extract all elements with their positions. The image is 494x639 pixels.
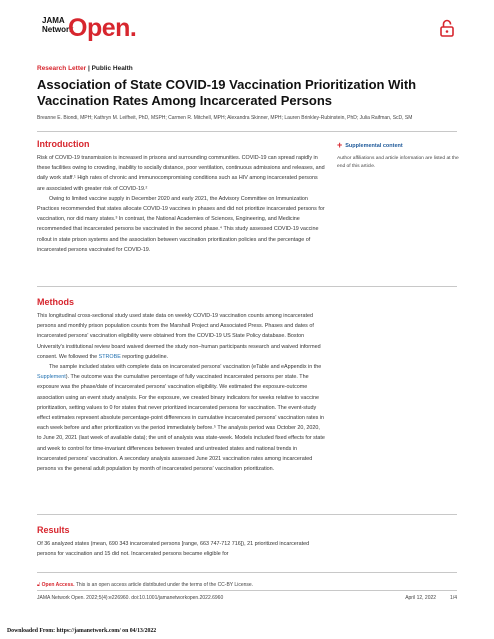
introduction-heading: Introduction [37,139,90,149]
article-type: Research Letter [37,65,87,72]
results-body [37,539,325,559]
methods-heading: Methods [37,297,74,307]
logo-open-text: Open. [68,14,137,42]
open-access-note [37,582,253,588]
kicker-separator: | [86,65,92,72]
section-divider [37,514,457,515]
open-access-text: This is an open access article distributed under the terms of the CC-BY License. [74,582,254,588]
open-lock-icon [440,19,454,37]
download-note: Downloaded From: https://jamanetwork.com/ on 04/13/2022 [7,628,157,634]
article-title: Association of State COVID-19 Vaccination Prioritization With Vaccination Rates Among Incarcerated Persons [37,77,417,108]
methods-p1-end: reporting guideline. [120,353,169,360]
strobe-link[interactable]: STROBE [98,353,121,360]
results-heading: Results [37,525,70,535]
logo-network-text: Network [42,24,74,34]
page-number: 1/4 [450,595,457,601]
methods-paragraph-1 [37,311,325,362]
publication-date: April 12, 2022 [405,595,437,601]
header-divider [37,131,457,132]
footer-rule [37,590,457,591]
supplemental-content-link[interactable] [337,140,403,150]
open-access-lock-icon: 🔓︎ [37,582,41,588]
section-divider [37,286,457,287]
affiliations-note: Author affiliations and article information are listed at the end of this article. [337,156,459,169]
results-paragraph-1: Of 36 analyzed states (mean, 690 343 incarcerated persons [range, 663 747-712 716]), 21 prioritized incarcerated persons for vaccination and 15 did not. Incarcerated persons became eligible for [37,541,310,558]
methods-paragraph-2 [37,362,325,474]
introduction-body [37,153,325,255]
supplemental-label: Supplemental content [345,143,403,149]
footer-divider [37,572,457,573]
methods-p2-end: ). The outcome was the cumulative percentage of fully vaccinated incarcerated persons per state. The exposure was the phase/date of incarcerated persons' vaccination eligibility. We estimated the exposure-outcome association using an event study analysis. For the exposure, we created binary indicators for weeks relative to vaccine prioritization, setting values to 0 for states that never prioritized incarcerated persons for vaccination. The event-study effect estimates represent absolute percentage-point differences in cumulative incarcerated persons' vaccination rates in each week before and after prioritization vs the period immediately before.⁵ The analysis period was October 20, 2020, to June 20, 2021 (last week of available data); the unit of analysis was state-week. Models included fixed effects for state and week to control for time-invariant differences between treated and untreated states and national trends in incarcerated persons' vaccination. A secondary analysis assessed June 2021 vaccination rates among incarcerated persons vs the general adult population by month of incarcerated persons' vaccination prioritization. [37,374,325,473]
footer-date-page [405,595,457,601]
author-list: Breanne E. Biondi, MPH; Kathryn M. Leifheit, PhD, MSPH; Carmen R. Mitchell, MPH; Alexandra Skinner, MPH; Lauren Brinkley-Rubinstein, PhD; Julia Raifman, ScD, SM [37,115,413,121]
citation: JAMA Network Open. 2022;5(4):e226960. doi:10.1001/jamanetworkopen.2022.6960 [37,595,224,601]
methods-p2-text: The sample included states with complete data on incarcerated persons' vaccination (eTable and eAppendix in the [49,364,322,371]
intro-paragraph-1: Risk of COVID-19 transmission is increased in prisons and surrounding communities. COVID-19 can spread rapidly in these facilities owing to crowding, inability to socially distance, poor ventilation, continuous admissions and releases, and daily work staff.¹ High rates of chronic and immunocompromising conditions such as HIV among incarcerated persons are associated with greater risk of COVID-19.² [37,155,325,192]
plus-icon: + [337,140,343,150]
article-section: Public Health [91,65,133,72]
logo-jama-text: JAMA [42,16,65,25]
page-footer [37,595,457,601]
methods-p1-text: This longitudinal cross-sectional study used state data on weekly COVID-19 vaccination counts among incarcerated persons and monthly prison population counts from the Marshall Project and Associated Press. Phases and dates of incarcerated persons' vaccination eligibility were obtained from the COVID-19 US State Policy database. Boston University's institutional review board waived deemed the study non–human participants research and waived informed consent. We followed the [37,313,321,360]
supplement-link[interactable]: Supplement [37,374,66,381]
intro-paragraph-2: Owing to limited vaccine supply in December 2020 and early 2021, the Advisory Committee on Immunization Practices recommended that states allocate COVID-19 vaccines in phases and did not prioritize incarcerated persons for vaccination, nor did many states.³ In contrast, the National Academies of Sciences, Engineering, and Medicine recommended that incarcerated persons be vaccinated in the second phase.⁴ This study assessed COVID-19 vaccine rollout in state prison systems and the association between vaccination prioritization policies and the percentage of incarcerated persons vaccinated for COVID-19. [37,195,325,253]
methods-body [37,311,325,474]
article-kicker [37,65,133,72]
open-access-label: Open Access. [41,582,75,588]
